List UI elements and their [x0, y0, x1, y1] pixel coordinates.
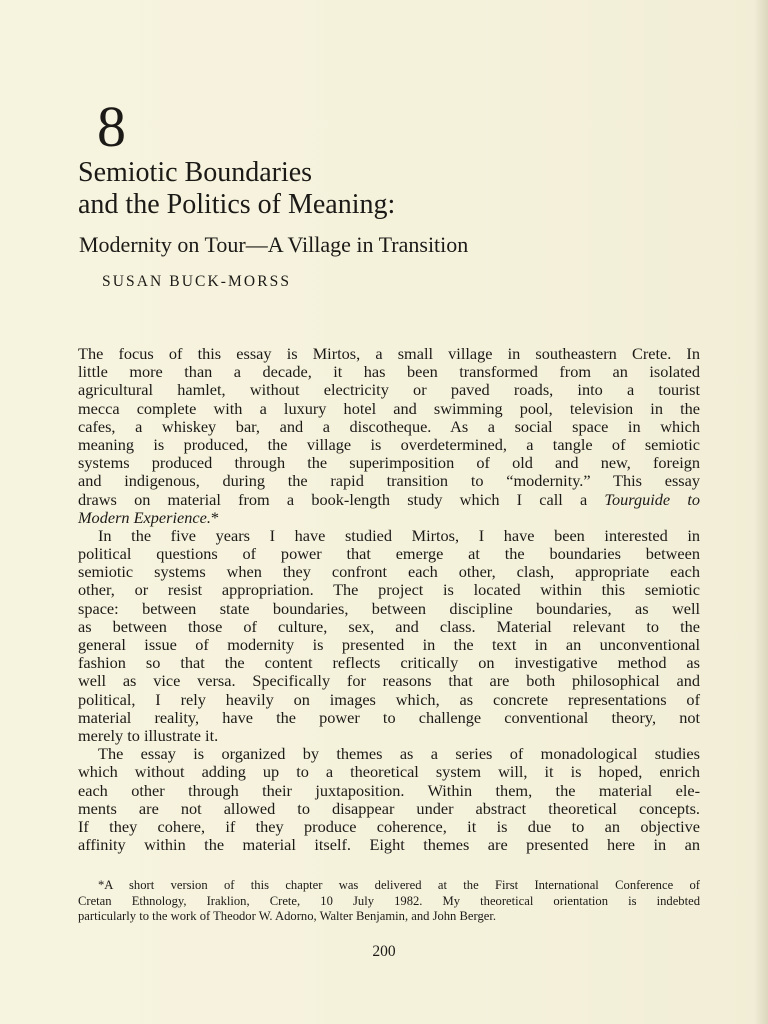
text-line: each other through their juxtaposition. Within them, the material ele-	[78, 780, 700, 800]
body-text	[78, 345, 700, 854]
text-line: other, or resist appropriation. The project is located within this semiotic	[78, 580, 700, 600]
text-line: agricultural hamlet, without electricity or paved roads, into a tourist	[78, 380, 700, 400]
text-line	[78, 509, 700, 527]
text-line: mecca complete with a luxury hotel and swimming pool, television in the	[78, 398, 700, 418]
chapter-title-line: Semiotic Boundaries	[78, 157, 313, 188]
text-line: systems produced through the superimposition of old and new, foreign	[78, 453, 700, 473]
text-line: general issue of modernity is presented in the text in an unconventional	[78, 635, 700, 654]
text-line: In the five years I have studied Mirtos, I have been interested in	[98, 525, 700, 545]
text-line	[78, 491, 700, 509]
text-line: which without adding up to a theoretical system will, it is hoped, enrich	[78, 762, 700, 782]
page-number: 200	[372, 943, 396, 960]
chapter-subtitle: Modernity on Tour—A Village in Transition	[79, 232, 469, 257]
chapter-number: 8	[97, 94, 126, 159]
chapter-title	[78, 157, 395, 221]
page-edge-shadow	[754, 0, 768, 1024]
text-line: little more than a decade, it has been transformed from an isolated	[78, 362, 700, 382]
footnote-line: particularly to the work of Theodor W. Adorno, Walter Benjamin, and John Berger.	[78, 909, 496, 923]
text-line: The essay is organized by themes as a series of monadological studies	[98, 744, 700, 764]
text-line: well as vice versa. Specifically for reasons that are both philosophical and	[78, 671, 700, 691]
text-line: The focus of this essay is Mirtos, a small village in southeastern Crete. In	[78, 344, 700, 363]
text-line: affinity within the material itself. Eight themes are presented here in an	[78, 835, 700, 855]
footnote-marker: *	[210, 507, 220, 527]
author-name: SUSAN BUCK-MORSS	[102, 273, 292, 290]
text-line: If they cohere, if they produce coherence, it is due to an objective	[78, 816, 700, 836]
text-line: semiotic systems when they confront each other, clash, appropriate each	[78, 562, 700, 582]
text-line: political, I rely heavily on images which, as concrete representations of	[78, 689, 700, 709]
text-line: fashion so that the content reflects critically on investigative method as	[78, 653, 700, 673]
text-line: meaning is produced, the village is overdetermined, a tangle of semiotic	[78, 434, 700, 454]
book-title-italic: Modern Experience.	[78, 507, 211, 527]
text-line: space: between state boundaries, between discipline boundaries, as well	[78, 598, 700, 618]
text-line: as between those of culture, sex, and class. Material relevant to the	[78, 616, 700, 636]
text-line: and indigenous, during the rapid transition to “modernity.” This essay	[78, 471, 700, 491]
text-segment: draws on material from a book-length study which I call a	[78, 489, 605, 509]
text-line: material reality, have the power to challenge conventional theory, not	[78, 707, 700, 727]
text-line: merely to illustrate it.	[78, 725, 219, 745]
text-line: ments are not allowed to disappear under abstract theoretical concepts.	[78, 798, 700, 818]
footnote-line: *A short version of this chapter was delivered at the First International Conference of	[98, 878, 700, 892]
text-line: political questions of power that emerge at the boundaries between	[78, 544, 700, 564]
text-line: cafes, a whiskey bar, and a discotheque. As a social space in which	[78, 416, 700, 436]
footnote-line: Cretan Ethnology, Iraklion, Crete, 10 July 1982. My theoretical orientation is indebted	[78, 893, 700, 908]
book-title-italic: Tourguide to	[604, 489, 701, 509]
footnote	[78, 878, 700, 925]
chapter-title-line: and the Politics of Meaning:	[78, 189, 396, 220]
